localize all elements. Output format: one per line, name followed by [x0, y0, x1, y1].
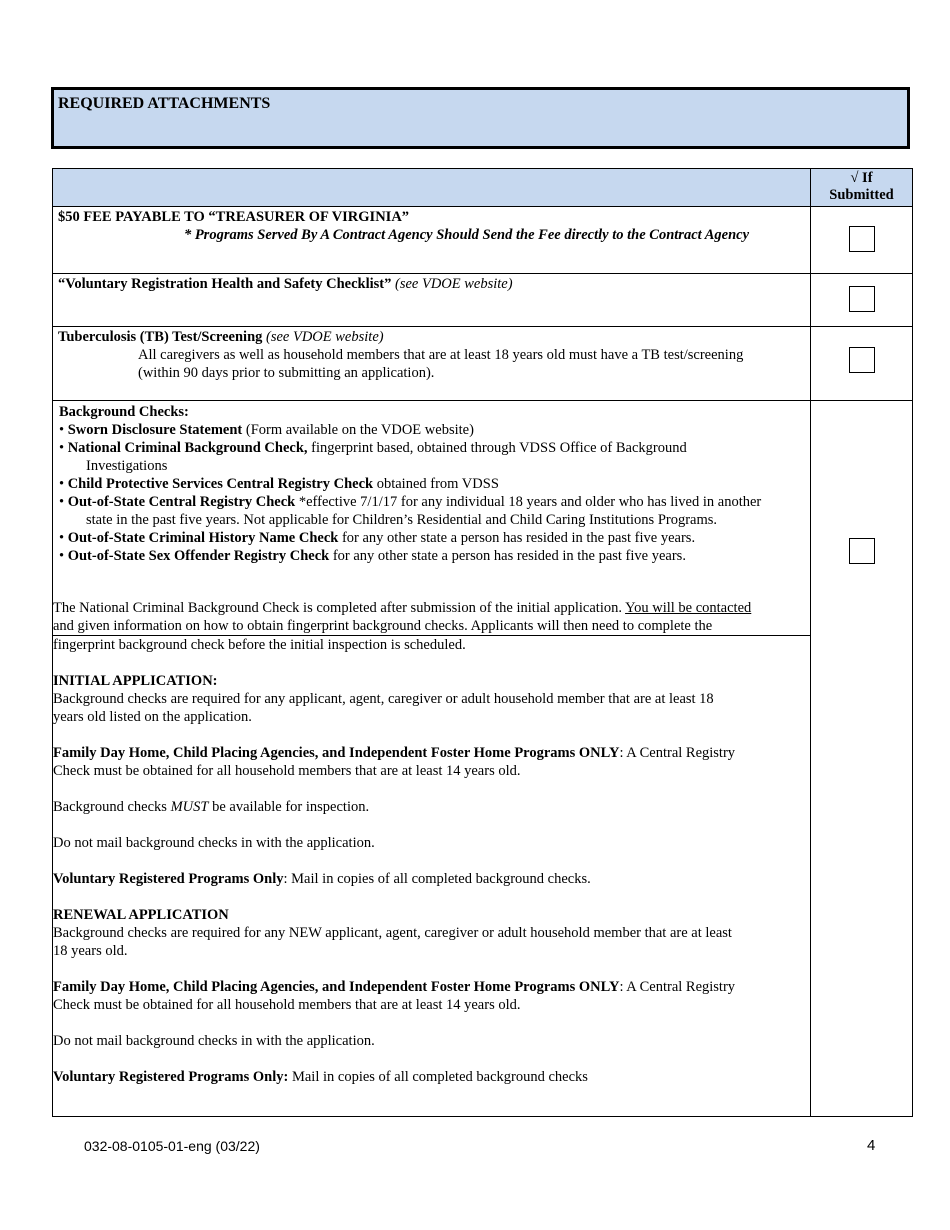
tb-cell	[53, 327, 811, 401]
renewal-heading: RENEWAL APPLICATION	[53, 907, 229, 923]
background-cell	[53, 401, 811, 1117]
checklist-row	[53, 274, 913, 327]
initial-line1: Background checks are required for any applicant, agent, caregiver or adult household member that are at least 18	[53, 691, 714, 707]
tb-line2: (within 90 days prior to submitting an application).	[138, 365, 435, 381]
fee-note: * Programs Served By A Contract Agency Should Send the Fee directly to the Contract Agency	[183, 227, 750, 243]
attachments-table	[52, 168, 913, 1117]
checklist-cell	[53, 274, 811, 327]
tb-line1: All caregivers as well as household members that are at least 18 years old must have a TB test/screening	[138, 347, 744, 363]
bullet-cps: • Child Protective Services Central Registry Check obtained from VDSS	[59, 476, 499, 492]
checklist-checkbox-cell	[811, 274, 913, 327]
bullet-oos-central-cont: state in the past five years. Not applicable for Children’s Residential and Child Caring Institutions Programs.	[86, 512, 718, 528]
fdh-initial-line1: Family Day Home, Child Placing Agencies, and Independent Foster Home Programs ONLY: A Central Registry	[53, 745, 736, 761]
initial-line2: years old listed on the application.	[53, 709, 252, 725]
tb-row	[53, 327, 913, 401]
tb-checkbox[interactable]	[849, 347, 875, 373]
checklist-note: (see VDOE website)	[395, 276, 513, 292]
bullet-oos-criminal: • Out-of-State Criminal History Name Check for any other state a person has resided in the past five years.	[59, 530, 696, 546]
vrp-initial: Voluntary Registered Programs Only: Mail in copies of all completed background checks.	[53, 871, 591, 887]
fdh-renewal-line1: Family Day Home, Child Placing Agencies, and Independent Foster Home Programs ONLY: A Central Registry	[53, 979, 736, 995]
bullet-national: • National Criminal Background Check, fingerprint based, obtained through VDSS Office of Background	[59, 440, 687, 456]
fdh-initial-line2: Check must be obtained for all household members that are at least 14 years old.	[53, 763, 521, 779]
no-mail-initial: Do not mail background checks in with the application.	[53, 835, 375, 851]
page-number: 4	[867, 1137, 876, 1154]
section-title: REQUIRED ATTACHMENTS	[58, 95, 271, 112]
bullet-sworn: • Sworn Disclosure Statement (Form available on the VDOE website)	[59, 422, 474, 438]
ncbc-line3: fingerprint background check before the initial inspection is scheduled.	[53, 637, 466, 653]
initial-heading: INITIAL APPLICATION:	[53, 673, 218, 689]
header-blank-cell	[53, 169, 811, 207]
vrp-renewal: Voluntary Registered Programs Only: Mail in copies of all completed background checks	[53, 1069, 588, 1085]
background-row	[53, 401, 913, 1117]
fdh-renewal-line2: Check must be obtained for all household members that are at least 14 years old.	[53, 997, 521, 1013]
ncbc-line2: and given information on how to obtain fingerprint background checks. Applicants will then need to complete the	[53, 618, 713, 634]
must-line: Background checks MUST be available for inspection.	[53, 799, 370, 815]
fee-row	[53, 207, 913, 274]
fee-checkbox-cell	[811, 207, 913, 274]
renewal-line2: 18 years old.	[53, 943, 128, 959]
tb-note: (see VDOE website)	[266, 329, 384, 345]
fee-title: $50 FEE PAYABLE TO “TREASURER OF VIRGINIA”	[58, 209, 410, 225]
tb-checkbox-cell	[811, 327, 913, 401]
checklist-checkbox[interactable]	[849, 286, 875, 312]
if-submitted-header	[811, 169, 913, 207]
fee-cell	[53, 207, 811, 274]
background-checkbox[interactable]	[849, 538, 875, 564]
section-header	[51, 87, 910, 149]
ncbc-line1: The National Criminal Background Check is completed after submission of the initial application. You will be contacted	[53, 600, 752, 616]
header-line1: √ If	[850, 170, 873, 186]
background-title: Background Checks:	[59, 404, 189, 420]
table-header-row	[53, 169, 913, 207]
no-mail-renewal: Do not mail background checks in with the application.	[53, 1033, 375, 1049]
renewal-line1: Background checks are required for any NEW applicant, agent, caregiver or adult household member that are at least	[53, 925, 732, 941]
form-id: 032-08-0105-01-eng (03/22)	[84, 1138, 260, 1154]
fee-checkbox[interactable]	[849, 226, 875, 252]
checklist-title: “Voluntary Registration Health and Safety Checklist”	[58, 276, 392, 292]
bullet-oos-central: • Out-of-State Central Registry Check *effective 7/1/17 for any individual 18 years and older who has lived in another	[59, 494, 762, 510]
background-checkbox-cell	[811, 401, 913, 1117]
tb-title: Tuberculosis (TB) Test/Screening	[58, 329, 263, 345]
header-line2: Submitted	[829, 187, 894, 203]
bullet-oos-sex-offender: • Out-of-State Sex Offender Registry Check for any other state a person has resided in the past five years.	[59, 548, 686, 564]
bullet-national-cont: Investigations	[86, 458, 168, 474]
